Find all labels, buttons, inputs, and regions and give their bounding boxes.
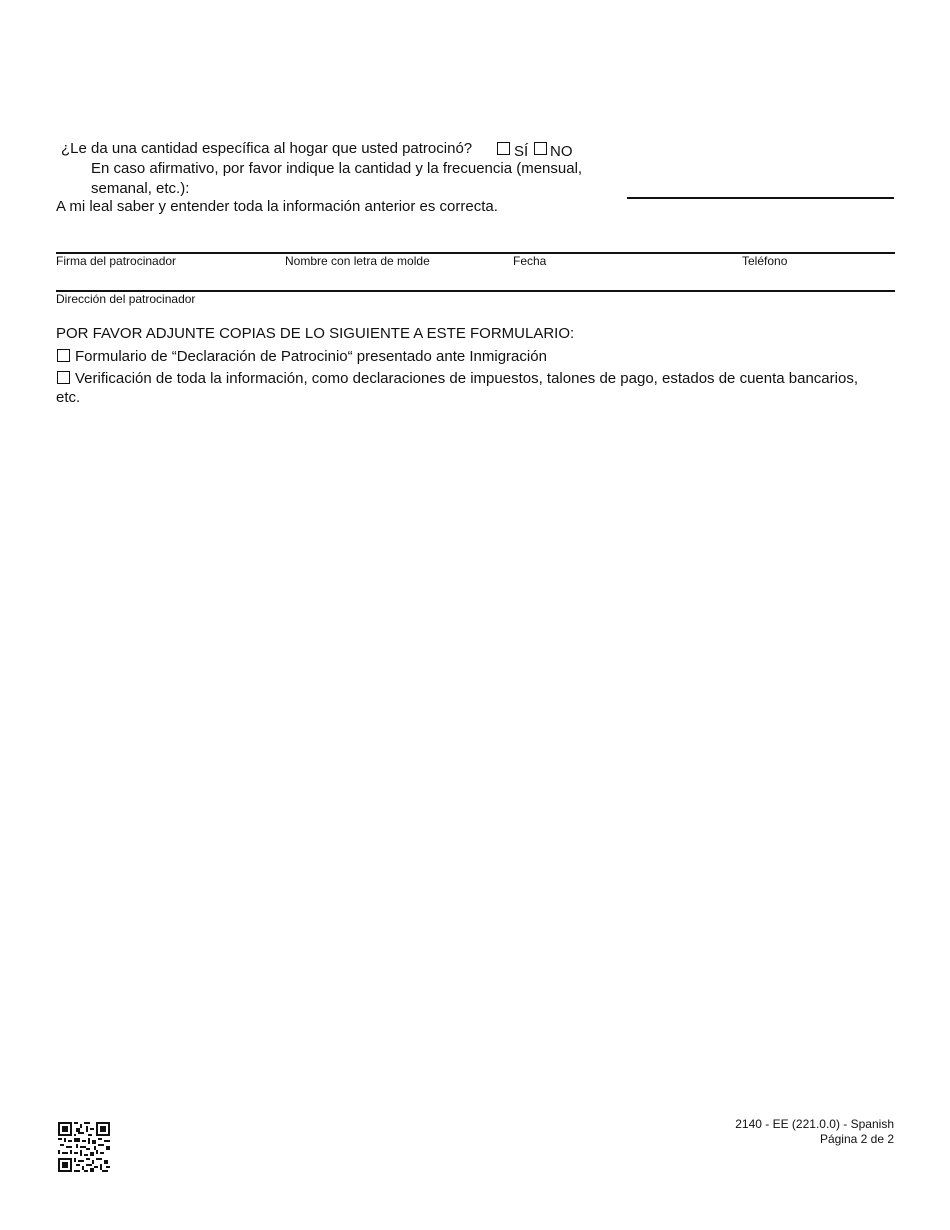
barcode-icon: [58, 1122, 110, 1172]
yes-label: SÍ: [514, 143, 529, 160]
certification-statement: A mi leal saber y entender toda la información anterior es correcta.: [56, 198, 498, 215]
attachments-heading: POR FAVOR ADJUNTE COPIAS DE LO SIGUIENTE A ESTE FORMULARIO:: [56, 325, 575, 342]
amount-question: ¿Le da una cantidad específica al hogar que usted patrocinó?: [61, 140, 473, 157]
attachment-item-2: Verificación de toda la información, como declaraciones de impuestos, talones de pago, estados de cuenta bancarios,: [75, 370, 858, 387]
date-label: Fecha: [513, 254, 547, 268]
amount-frequency-line[interactable]: [627, 197, 894, 199]
printed-name-label: Nombre con letra de molde: [285, 254, 430, 268]
attachment-checkbox-2[interactable]: [57, 371, 70, 384]
page-number: Página 2 de 2: [819, 1132, 894, 1146]
phone-label: Teléfono: [742, 254, 788, 268]
signature-label: Firma del patrocinador: [56, 254, 177, 268]
yes-checkbox[interactable]: [497, 142, 510, 155]
address-label: Dirección del patrocinador: [56, 292, 196, 306]
followup-line-2: semanal, etc.):: [91, 180, 190, 197]
attachment-checkbox-1[interactable]: [57, 349, 70, 362]
followup-line-1: En caso afirmativo, por favor indique la cantidad y la frecuencia (mensual,: [91, 160, 583, 177]
no-label: NO: [550, 143, 573, 160]
no-checkbox[interactable]: [534, 142, 547, 155]
form-id: 2140 - EE (221.0.0) - Spanish: [735, 1117, 894, 1131]
attachment-item-1: Formulario de “Declaración de Patrocinio“ presentado ante Inmigración: [75, 348, 547, 365]
footer: [735, 1117, 894, 1147]
attachment-item-2-continuation: etc.: [56, 389, 81, 406]
